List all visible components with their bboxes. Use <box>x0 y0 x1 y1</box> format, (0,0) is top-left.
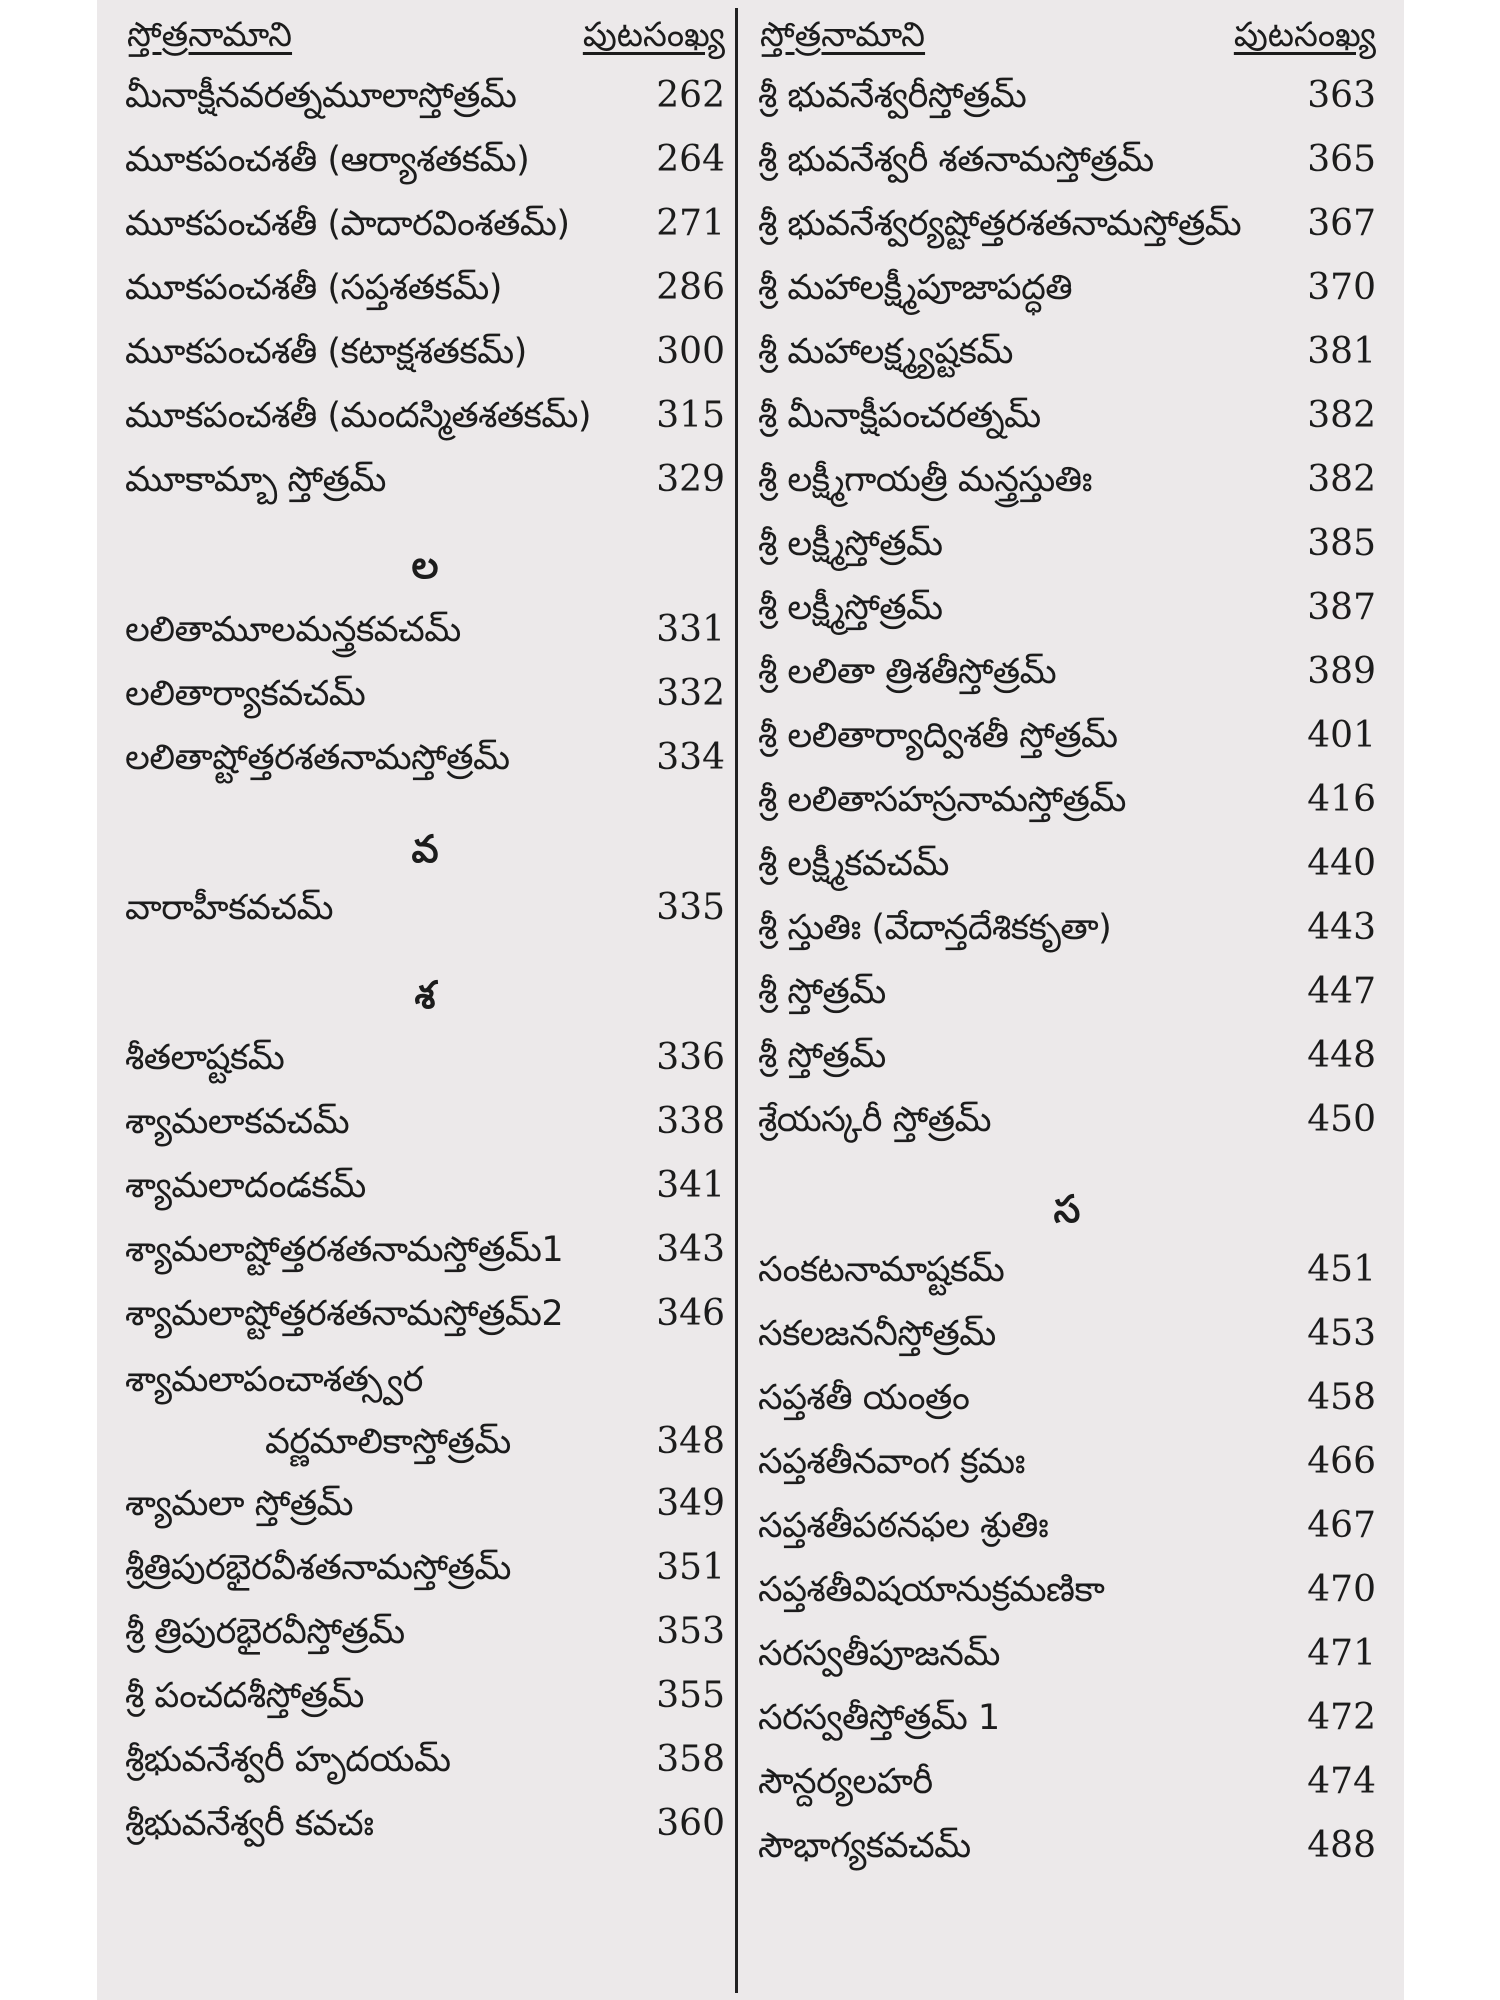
toc-entry <box>758 1308 1376 1360</box>
entry-page-number: 450 <box>1307 1099 1376 1140</box>
entry-page-number: 355 <box>656 1675 725 1716</box>
entry-title: శ్రీ మహాలక్ష్మ్యష్టకమ్ <box>758 332 1013 372</box>
section-letter-la: ల <box>411 543 439 587</box>
toc-entry <box>125 1478 725 1530</box>
entry-page-number: 488 <box>1307 1825 1376 1866</box>
entry-page-number: 341 <box>656 1165 725 1206</box>
entry-page-number: 453 <box>1307 1313 1376 1354</box>
entry-page-number: 466 <box>1307 1441 1376 1482</box>
right-column-header <box>758 10 1376 60</box>
toc-entry <box>758 1564 1376 1616</box>
toc-entry <box>758 134 1376 186</box>
entry-title: సప్తశతీ యంత్రం <box>758 1378 970 1418</box>
entry-page-number: 363 <box>1307 75 1376 116</box>
entry-page-number: 264 <box>656 139 725 180</box>
toc-entry <box>758 1436 1376 1488</box>
toc-entry <box>125 1032 725 1084</box>
toc-entry <box>758 902 1376 954</box>
entry-title: సప్తశతీనవాంగ క్రమః <box>758 1442 1025 1482</box>
entry-title: సప్తశతీపఠనఫల శ్రుతిః <box>758 1506 1049 1546</box>
entry-page-number: 382 <box>1307 459 1376 500</box>
entry-page-number: 343 <box>656 1229 725 1270</box>
entry-title: శ్యామలాపంచాశత్స్వర <box>125 1360 423 1400</box>
entry-title: సప్తశతీవిషయానుక్రమణికా <box>758 1570 1105 1610</box>
toc-entry <box>125 1798 725 1850</box>
toc-entry <box>125 1606 725 1658</box>
entry-title: శ్రీ త్రిపురభైరవీస్తోత్రమ్ <box>125 1612 405 1652</box>
entry-title: శ్రీ స్తోత్రమ్ <box>758 972 886 1012</box>
entry-page-number: 348 <box>656 1421 725 1462</box>
entry-title: శీతలాష్టకమ్ <box>125 1038 285 1078</box>
entry-page-number: 451 <box>1307 1249 1376 1290</box>
entry-title: మూకపంచశతీ (సప్తశతకమ్) <box>125 268 502 308</box>
entry-title: శ్రీ భువనేశ్వరీస్తోత్రమ్ <box>758 76 1027 116</box>
entry-title: మూకపంచశతీ (పాదారవింశతమ్) <box>125 204 570 244</box>
entry-title: వర్ణమాలికాస్తోత్రమ్ <box>265 1422 511 1462</box>
toc-entry <box>758 198 1376 250</box>
toc-entry <box>758 1030 1376 1082</box>
toc-entry <box>125 668 725 720</box>
entry-title: శ్రీ లలితార్యాద్విశతీ స్తోత్రమ్ <box>758 716 1118 756</box>
toc-entry <box>125 1096 725 1148</box>
toc-entry <box>125 732 725 784</box>
entry-title: శ్రీ స్తోత్రమ్ <box>758 1036 886 1076</box>
page-column-label: పుటసంఖ్య <box>1233 15 1376 55</box>
entry-title: శ్రీత్రిపురభైరవీశతనామస్తోత్రమ్ <box>125 1548 511 1588</box>
entry-page-number: 331 <box>656 609 725 650</box>
entry-title: శ్రీ మీనాక్షీపంచరత్నమ్ <box>758 396 1041 436</box>
entry-page-number: 448 <box>1307 1035 1376 1076</box>
entry-page-number: 335 <box>656 887 725 928</box>
entry-title: సరస్వతీస్తోత్రమ్ 1 <box>758 1698 1000 1738</box>
toc-entry <box>125 1542 725 1594</box>
toc-entry <box>758 1756 1376 1808</box>
entry-page-number: 346 <box>656 1293 725 1334</box>
toc-entry <box>758 582 1376 634</box>
entry-title: మూకామ్బా స్తోత్రమ్ <box>125 460 386 500</box>
entry-page-number: 262 <box>656 75 725 116</box>
entry-page-number: 470 <box>1307 1569 1376 1610</box>
toc-entry <box>125 390 725 442</box>
section-letter-va: వ <box>411 827 439 871</box>
entry-page-number: 401 <box>1307 715 1376 756</box>
toc-entry <box>758 710 1376 762</box>
entry-page-number: 353 <box>656 1611 725 1652</box>
toc-entry <box>125 326 725 378</box>
entry-title: శ్యామలాకవచమ్ <box>125 1102 350 1142</box>
toc-entry <box>125 1734 725 1786</box>
entry-page-number: 367 <box>1307 203 1376 244</box>
toc-entry <box>125 1160 725 1212</box>
entry-page-number: 370 <box>1307 267 1376 308</box>
entry-title: శ్రీ భువనేశ్వర్యష్టోత్తరశతనామస్తోత్రమ్ <box>758 204 1242 244</box>
entry-title: శ్రీ లలితా త్రిశతీస్తోత్రమ్ <box>758 652 1057 692</box>
toc-entry <box>758 1820 1376 1872</box>
entry-title: మూకపంచశతీ (మందస్మితశతకమ్) <box>125 396 592 436</box>
entry-title: శ్రీ భువనేశ్వరీ శతనామస్తోత్రమ్ <box>758 140 1154 180</box>
title-column-label: స్తోత్రనామాని <box>760 15 926 55</box>
toc-entry <box>758 518 1376 570</box>
toc-entry <box>758 646 1376 698</box>
entry-title: శ్రీ లక్ష్మీస్తోత్రమ్ <box>758 524 943 564</box>
entry-page-number: 416 <box>1307 779 1376 820</box>
entry-page-number: 360 <box>656 1803 725 1844</box>
toc-entry <box>125 70 725 122</box>
entry-page-number: 365 <box>1307 139 1376 180</box>
toc-entry <box>758 1094 1376 1146</box>
entry-page-number: 300 <box>656 331 725 372</box>
entry-title: శ్రీభువనేశ్వరీ హృదయమ్ <box>125 1740 451 1780</box>
entry-page-number: 381 <box>1307 331 1376 372</box>
toc-entry <box>758 774 1376 826</box>
entry-page-number: 349 <box>656 1483 725 1524</box>
toc-entry <box>758 1500 1376 1552</box>
entry-title: శ్యామలాష్టోత్తరశతనామస్తోత్రమ్1 <box>125 1230 564 1270</box>
entry-title: శ్రీ లలితాసహస్రనామస్తోత్రమ్ <box>758 780 1126 820</box>
entry-page-number: 471 <box>1307 1633 1376 1674</box>
entry-title: లలితామూలమన్త్రకవచమ్ <box>125 610 461 650</box>
entry-title: లలితార్యాకవచమ్ <box>125 674 366 714</box>
toc-entry-multiline-bottom <box>125 1416 725 1468</box>
title-column-label: స్తోత్రనామాని <box>127 15 293 55</box>
toc-entry <box>758 966 1376 1018</box>
page-column-label: పుటసంఖ్య <box>582 15 725 55</box>
entry-page-number: 385 <box>1307 523 1376 564</box>
entry-page-number: 286 <box>656 267 725 308</box>
entry-title: సౌభాగ్యకవచమ్ <box>758 1826 971 1866</box>
toc-entry <box>758 1244 1376 1296</box>
entry-title: వారాహీకవచమ్ <box>125 888 334 928</box>
entry-page-number: 336 <box>656 1037 725 1078</box>
entry-page-number: 458 <box>1307 1377 1376 1418</box>
entry-page-number: 387 <box>1307 587 1376 628</box>
section-letter-sha: శ <box>414 973 436 1017</box>
entry-page-number: 389 <box>1307 651 1376 692</box>
toc-entry-multiline-top <box>125 1354 725 1406</box>
toc-entry <box>758 454 1376 506</box>
column-divider <box>735 8 738 1993</box>
entry-page-number: 382 <box>1307 395 1376 436</box>
entry-page-number: 329 <box>656 459 725 500</box>
toc-entry <box>758 838 1376 890</box>
toc-entry <box>125 1224 725 1276</box>
entry-title: మీనాక్షీనవరత్నమూలాస్తోత్రమ్ <box>125 76 517 116</box>
toc-entry <box>758 390 1376 442</box>
entry-title: శ్యామలా స్తోత్రమ్ <box>125 1484 354 1524</box>
entry-page-number: 271 <box>656 203 725 244</box>
toc-entry <box>125 1288 725 1340</box>
entry-page-number: 358 <box>656 1739 725 1780</box>
toc-entry <box>758 1692 1376 1744</box>
entry-page-number: 332 <box>656 673 725 714</box>
entry-page-number: 440 <box>1307 843 1376 884</box>
toc-entry <box>758 326 1376 378</box>
entry-title: సౌన్దర్యలహరీ <box>758 1762 933 1802</box>
toc-entry <box>125 882 725 934</box>
entry-title: శ్రీ లక్ష్మీస్తోత్రమ్ <box>758 588 943 628</box>
entry-page-number: 351 <box>656 1547 725 1588</box>
toc-entry <box>758 70 1376 122</box>
entry-title: శ్రీభువనేశ్వరీ కవచః <box>125 1804 374 1844</box>
toc-entry <box>125 454 725 506</box>
toc-entry <box>125 198 725 250</box>
entry-title: శ్యామలాదండకమ్ <box>125 1166 366 1206</box>
section-letter-sa: స <box>1053 1187 1081 1231</box>
entry-page-number: 447 <box>1307 971 1376 1012</box>
toc-entry <box>125 1670 725 1722</box>
entry-page-number: 467 <box>1307 1505 1376 1546</box>
entry-title: శ్రీ లక్ష్మీకవచమ్ <box>758 844 949 884</box>
entry-title: మూకపంచశతీ (కటాక్షశతకమ్) <box>125 332 527 372</box>
toc-entry <box>758 1372 1376 1424</box>
entry-title: మూకపంచశతీ (ఆర్యాశతకమ్) <box>125 140 530 180</box>
entry-page-number: 472 <box>1307 1697 1376 1738</box>
entry-title: శ్రీ స్తుతిః (వేదాన్తదేశికకృతా) <box>758 908 1112 948</box>
toc-entry <box>758 262 1376 314</box>
entry-page-number: 334 <box>656 737 725 778</box>
toc-entry <box>125 134 725 186</box>
entry-title: శ్రేయస్కరీ స్తోత్రమ్ <box>758 1100 991 1140</box>
entry-page-number: 474 <box>1307 1761 1376 1802</box>
toc-entry <box>125 604 725 656</box>
toc-entry <box>758 1628 1376 1680</box>
toc-entry <box>125 262 725 314</box>
left-column-header <box>125 10 725 60</box>
entry-title: శ్యామలాష్టోత్తరశతనామస్తోత్రమ్2 <box>125 1294 564 1334</box>
entry-title: సంకటనామాష్టకమ్ <box>758 1250 1005 1290</box>
entry-title: లలితాష్టోత్తరశతనామస్తోత్రమ్ <box>125 738 510 778</box>
entry-page-number: 338 <box>656 1101 725 1142</box>
entry-title: శ్రీ పంచదశీస్తోత్రమ్ <box>125 1676 364 1716</box>
entry-title: శ్రీ లక్ష్మీగాయత్రీ మన్త్రస్తుతిః <box>758 460 1092 500</box>
entry-page-number: 315 <box>656 395 725 436</box>
entry-title: సకలజననీస్తోత్రమ్ <box>758 1314 996 1354</box>
entry-title: సరస్వతీపూజనమ్ <box>758 1634 1000 1674</box>
entry-title: శ్రీ మహాలక్ష్మీపూజాపద్ధతి <box>758 268 1073 308</box>
entry-page-number: 443 <box>1307 907 1376 948</box>
